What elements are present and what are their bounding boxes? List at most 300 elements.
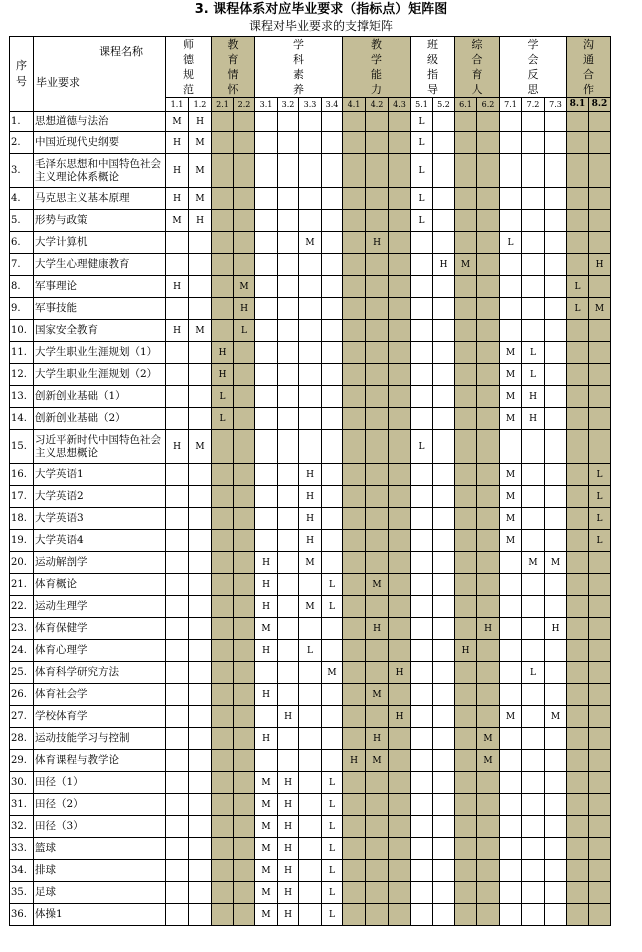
support-level-cell bbox=[189, 530, 212, 552]
table-row bbox=[10, 552, 611, 574]
support-level-cell: M bbox=[166, 210, 189, 232]
support-level-cell bbox=[545, 276, 567, 298]
support-level-cell bbox=[299, 750, 322, 772]
support-level-cell bbox=[433, 408, 455, 430]
support-level-cell bbox=[500, 662, 522, 684]
requirement-group-label: 学会反思 bbox=[527, 38, 539, 96]
support-level-cell bbox=[255, 364, 278, 386]
support-level-cell bbox=[322, 386, 343, 408]
support-level-cell bbox=[500, 298, 522, 320]
support-level-cell bbox=[366, 508, 389, 530]
support-level-cell bbox=[433, 210, 455, 232]
table-row bbox=[10, 298, 611, 320]
support-level-cell bbox=[343, 640, 366, 662]
support-level-cell bbox=[343, 112, 366, 132]
support-level-cell bbox=[166, 574, 189, 596]
support-level-cell bbox=[567, 618, 589, 640]
indicator-header: 3.3 bbox=[299, 98, 322, 112]
support-level-cell bbox=[343, 188, 366, 210]
support-level-cell bbox=[189, 364, 212, 386]
support-level-cell bbox=[389, 882, 411, 904]
support-level-cell bbox=[411, 640, 433, 662]
support-level-cell bbox=[567, 574, 589, 596]
requirement-group-label: 教学能力 bbox=[371, 38, 382, 96]
requirement-group-label: 班级指导 bbox=[427, 38, 438, 96]
support-level-cell: L bbox=[322, 794, 343, 816]
support-level-cell: M bbox=[255, 860, 278, 882]
support-level-cell bbox=[567, 904, 589, 926]
support-level-cell bbox=[366, 430, 389, 464]
support-level-cell bbox=[212, 430, 234, 464]
support-level-cell bbox=[366, 210, 389, 232]
support-level-cell bbox=[433, 640, 455, 662]
course-name: 田径（1） bbox=[34, 772, 166, 794]
table-row bbox=[10, 772, 611, 794]
support-level-cell bbox=[389, 132, 411, 154]
support-level-cell bbox=[255, 486, 278, 508]
support-level-cell bbox=[366, 530, 389, 552]
support-level-cell bbox=[343, 882, 366, 904]
support-level-cell bbox=[567, 320, 589, 342]
row-number: 5. bbox=[10, 210, 34, 232]
support-level-cell bbox=[389, 408, 411, 430]
course-name-header: 课程名称 bbox=[99, 45, 143, 58]
indicator-header: 1.1 bbox=[166, 98, 189, 112]
support-level-cell bbox=[477, 904, 500, 926]
support-level-cell: L bbox=[589, 464, 611, 486]
support-level-cell bbox=[189, 794, 212, 816]
table-row bbox=[10, 408, 611, 430]
support-level-cell: H bbox=[166, 276, 189, 298]
support-level-cell bbox=[278, 342, 299, 364]
support-level-cell bbox=[189, 298, 212, 320]
support-level-cell bbox=[255, 342, 278, 364]
support-level-cell: L bbox=[299, 640, 322, 662]
support-level-cell: M bbox=[255, 882, 278, 904]
support-level-cell bbox=[322, 706, 343, 728]
support-level-cell bbox=[500, 596, 522, 618]
row-number: 7. bbox=[10, 254, 34, 276]
support-level-cell bbox=[477, 684, 500, 706]
support-level-cell bbox=[278, 386, 299, 408]
support-level-cell bbox=[278, 684, 299, 706]
support-level-cell bbox=[455, 530, 477, 552]
support-level-cell bbox=[212, 618, 234, 640]
support-level-cell bbox=[389, 210, 411, 232]
support-level-cell bbox=[433, 364, 455, 386]
support-level-cell bbox=[234, 154, 255, 188]
support-level-cell bbox=[343, 464, 366, 486]
support-level-cell bbox=[299, 574, 322, 596]
support-level-cell bbox=[455, 684, 477, 706]
support-level-cell: H bbox=[255, 640, 278, 662]
support-level-cell bbox=[433, 904, 455, 926]
support-level-cell bbox=[189, 574, 212, 596]
support-level-cell: L bbox=[322, 772, 343, 794]
support-level-cell bbox=[234, 860, 255, 882]
table-row bbox=[10, 706, 611, 728]
support-level-cell: M bbox=[545, 552, 567, 574]
support-level-cell bbox=[500, 188, 522, 210]
support-level-cell bbox=[477, 188, 500, 210]
support-level-cell bbox=[589, 794, 611, 816]
support-level-cell bbox=[433, 342, 455, 364]
support-level-cell bbox=[589, 364, 611, 386]
support-level-cell bbox=[389, 838, 411, 860]
support-level-cell bbox=[500, 684, 522, 706]
support-level-cell: M bbox=[500, 706, 522, 728]
support-level-cell bbox=[212, 640, 234, 662]
support-level-cell bbox=[166, 904, 189, 926]
support-level-cell bbox=[433, 386, 455, 408]
support-level-cell bbox=[189, 408, 212, 430]
support-level-cell bbox=[299, 816, 322, 838]
support-level-cell bbox=[433, 794, 455, 816]
course-name: 体育科学研究方法 bbox=[34, 662, 166, 684]
support-level-cell: L bbox=[589, 508, 611, 530]
support-level-cell bbox=[366, 132, 389, 154]
support-level-cell: M bbox=[189, 132, 212, 154]
support-level-cell bbox=[545, 430, 567, 464]
support-level-cell bbox=[567, 210, 589, 232]
course-name: 体育概论 bbox=[34, 574, 166, 596]
support-level-cell: M bbox=[255, 772, 278, 794]
support-level-cell bbox=[500, 112, 522, 132]
support-level-cell bbox=[477, 552, 500, 574]
support-level-cell bbox=[212, 188, 234, 210]
support-level-cell bbox=[477, 706, 500, 728]
support-level-cell bbox=[455, 882, 477, 904]
support-level-cell bbox=[212, 750, 234, 772]
support-level-cell bbox=[278, 464, 299, 486]
requirement-group-label: 教育情怀 bbox=[227, 38, 239, 96]
support-level-cell bbox=[455, 706, 477, 728]
support-level-cell bbox=[189, 816, 212, 838]
support-level-cell: H bbox=[343, 750, 366, 772]
table-row bbox=[10, 750, 611, 772]
support-level-cell bbox=[166, 618, 189, 640]
support-level-cell bbox=[234, 364, 255, 386]
support-level-cell bbox=[522, 276, 545, 298]
support-level-cell: M bbox=[500, 386, 522, 408]
support-level-cell bbox=[343, 364, 366, 386]
support-level-cell bbox=[545, 750, 567, 772]
support-level-cell: H bbox=[545, 618, 567, 640]
support-level-cell bbox=[433, 508, 455, 530]
support-level-cell: M bbox=[500, 464, 522, 486]
support-level-cell bbox=[212, 552, 234, 574]
support-level-cell: H bbox=[255, 574, 278, 596]
support-matrix-table bbox=[9, 36, 611, 926]
support-level-cell bbox=[567, 882, 589, 904]
support-level-cell bbox=[366, 794, 389, 816]
support-level-cell: L bbox=[322, 904, 343, 926]
support-level-cell bbox=[278, 408, 299, 430]
row-number: 21. bbox=[10, 574, 34, 596]
support-level-cell bbox=[477, 298, 500, 320]
support-level-cell bbox=[389, 684, 411, 706]
support-level-cell bbox=[299, 298, 322, 320]
support-level-cell bbox=[589, 882, 611, 904]
support-level-cell bbox=[299, 254, 322, 276]
support-level-cell bbox=[234, 464, 255, 486]
support-level-cell bbox=[411, 232, 433, 254]
support-level-cell bbox=[389, 904, 411, 926]
row-number: 30. bbox=[10, 772, 34, 794]
support-level-cell bbox=[545, 662, 567, 684]
support-level-cell bbox=[343, 816, 366, 838]
support-level-cell bbox=[189, 684, 212, 706]
support-level-cell bbox=[545, 838, 567, 860]
support-level-cell: L bbox=[411, 188, 433, 210]
support-level-cell bbox=[433, 530, 455, 552]
support-level-cell bbox=[255, 298, 278, 320]
support-level-cell bbox=[389, 154, 411, 188]
support-level-cell bbox=[545, 794, 567, 816]
support-level-cell bbox=[389, 112, 411, 132]
support-level-cell bbox=[567, 860, 589, 882]
course-name: 大学生职业生涯规划（1） bbox=[34, 342, 166, 364]
indicator-header: 6.2 bbox=[477, 98, 500, 112]
support-level-cell: L bbox=[411, 154, 433, 188]
support-level-cell bbox=[433, 112, 455, 132]
support-level-cell bbox=[166, 408, 189, 430]
support-level-cell bbox=[477, 640, 500, 662]
support-level-cell bbox=[212, 530, 234, 552]
support-level-cell: M bbox=[189, 188, 212, 210]
support-level-cell bbox=[411, 508, 433, 530]
course-name: 运动解剖学 bbox=[34, 552, 166, 574]
course-name: 田径（2） bbox=[34, 794, 166, 816]
support-level-cell bbox=[589, 342, 611, 364]
support-level-cell bbox=[477, 662, 500, 684]
support-level-cell bbox=[212, 232, 234, 254]
support-level-cell bbox=[255, 112, 278, 132]
support-level-cell bbox=[455, 838, 477, 860]
support-level-cell: L bbox=[411, 112, 433, 132]
support-level-cell bbox=[477, 232, 500, 254]
support-level-cell: M bbox=[500, 364, 522, 386]
support-level-cell bbox=[366, 342, 389, 364]
indicator-header: 4.1 bbox=[343, 98, 366, 112]
support-level-cell bbox=[567, 232, 589, 254]
table-row bbox=[10, 904, 611, 926]
course-name: 大学生职业生涯规划（2） bbox=[34, 364, 166, 386]
support-level-cell bbox=[477, 154, 500, 188]
support-level-cell bbox=[366, 552, 389, 574]
course-name: 大学英语1 bbox=[34, 464, 166, 486]
support-level-cell bbox=[589, 386, 611, 408]
support-level-cell: H bbox=[299, 464, 322, 486]
support-level-cell: M bbox=[477, 728, 500, 750]
support-level-cell bbox=[322, 618, 343, 640]
course-name: 习近平新时代中国特色社会主义思想概论 bbox=[34, 430, 166, 464]
support-level-cell bbox=[189, 750, 212, 772]
support-level-cell bbox=[212, 816, 234, 838]
requirement-group-header bbox=[343, 37, 411, 98]
support-level-cell bbox=[477, 430, 500, 464]
support-level-cell bbox=[278, 662, 299, 684]
support-level-cell bbox=[366, 188, 389, 210]
support-level-cell bbox=[500, 320, 522, 342]
support-level-cell bbox=[522, 750, 545, 772]
support-level-cell bbox=[389, 430, 411, 464]
support-level-cell bbox=[278, 530, 299, 552]
support-level-cell bbox=[189, 728, 212, 750]
support-level-cell bbox=[189, 882, 212, 904]
support-level-cell bbox=[389, 618, 411, 640]
row-number: 10. bbox=[10, 320, 34, 342]
support-level-cell bbox=[255, 530, 278, 552]
support-level-cell: M bbox=[322, 662, 343, 684]
support-level-cell bbox=[299, 320, 322, 342]
support-level-cell bbox=[455, 430, 477, 464]
support-level-cell: M bbox=[255, 618, 278, 640]
row-number: 22. bbox=[10, 596, 34, 618]
indicator-header: 8.1 bbox=[567, 98, 589, 112]
seq-header-label: 序号 bbox=[16, 59, 27, 88]
support-level-cell bbox=[433, 552, 455, 574]
support-level-cell bbox=[389, 574, 411, 596]
support-level-cell bbox=[212, 574, 234, 596]
course-name: 创新创业基础（2） bbox=[34, 408, 166, 430]
support-level-cell bbox=[278, 364, 299, 386]
support-level-cell bbox=[433, 464, 455, 486]
support-level-cell bbox=[389, 276, 411, 298]
support-level-cell bbox=[166, 254, 189, 276]
support-level-cell: H bbox=[212, 342, 234, 364]
support-level-cell bbox=[234, 552, 255, 574]
support-level-cell bbox=[322, 276, 343, 298]
support-level-cell bbox=[477, 408, 500, 430]
row-number: 20. bbox=[10, 552, 34, 574]
indicator-header: 6.1 bbox=[455, 98, 477, 112]
support-level-cell bbox=[567, 772, 589, 794]
support-level-cell bbox=[366, 364, 389, 386]
support-level-cell bbox=[322, 342, 343, 364]
support-level-cell bbox=[389, 464, 411, 486]
support-level-cell bbox=[166, 386, 189, 408]
support-level-cell bbox=[522, 838, 545, 860]
support-level-cell bbox=[500, 430, 522, 464]
support-level-cell bbox=[522, 464, 545, 486]
grad-req-header: 毕业要求 bbox=[36, 76, 80, 89]
support-level-cell bbox=[522, 132, 545, 154]
support-level-cell bbox=[500, 640, 522, 662]
table-row bbox=[10, 728, 611, 750]
support-level-cell bbox=[299, 860, 322, 882]
support-level-cell bbox=[189, 596, 212, 618]
requirement-group-label: 沟通合作 bbox=[583, 38, 594, 96]
support-level-cell: H bbox=[299, 508, 322, 530]
support-level-cell bbox=[589, 408, 611, 430]
support-level-cell bbox=[322, 154, 343, 188]
support-level-cell bbox=[299, 684, 322, 706]
support-level-cell bbox=[366, 386, 389, 408]
support-level-cell bbox=[477, 860, 500, 882]
matrix-body bbox=[10, 112, 611, 926]
support-level-cell bbox=[500, 154, 522, 188]
course-name: 运动生理学 bbox=[34, 596, 166, 618]
support-level-cell bbox=[455, 750, 477, 772]
table-row bbox=[10, 816, 611, 838]
support-level-cell: H bbox=[389, 662, 411, 684]
support-level-cell bbox=[234, 342, 255, 364]
support-level-cell bbox=[278, 486, 299, 508]
support-level-cell bbox=[567, 486, 589, 508]
row-number: 1. bbox=[10, 112, 34, 132]
support-level-cell bbox=[567, 154, 589, 188]
support-level-cell bbox=[255, 408, 278, 430]
requirement-group-label: 综合育人 bbox=[471, 38, 483, 96]
support-level-cell bbox=[278, 640, 299, 662]
row-number: 12. bbox=[10, 364, 34, 386]
support-level-cell bbox=[567, 684, 589, 706]
support-level-cell bbox=[522, 596, 545, 618]
support-level-cell: M bbox=[500, 530, 522, 552]
support-level-cell bbox=[589, 750, 611, 772]
indicator-header: 7.2 bbox=[522, 98, 545, 112]
support-level-cell bbox=[278, 254, 299, 276]
support-level-cell bbox=[433, 276, 455, 298]
support-level-cell: L bbox=[589, 486, 611, 508]
support-level-cell bbox=[234, 662, 255, 684]
support-level-cell bbox=[212, 112, 234, 132]
course-name: 军事技能 bbox=[34, 298, 166, 320]
support-level-cell bbox=[455, 552, 477, 574]
support-level-cell bbox=[589, 816, 611, 838]
support-level-cell bbox=[500, 904, 522, 926]
support-level-cell bbox=[477, 838, 500, 860]
support-level-cell: L bbox=[322, 574, 343, 596]
indicator-header: 2.2 bbox=[234, 98, 255, 112]
support-level-cell bbox=[255, 464, 278, 486]
support-level-cell bbox=[455, 298, 477, 320]
support-level-cell bbox=[411, 728, 433, 750]
support-level-cell bbox=[366, 320, 389, 342]
support-level-cell bbox=[500, 132, 522, 154]
support-level-cell bbox=[545, 320, 567, 342]
support-level-cell bbox=[522, 772, 545, 794]
support-level-cell bbox=[366, 816, 389, 838]
support-level-cell bbox=[166, 298, 189, 320]
table-row bbox=[10, 364, 611, 386]
support-level-cell bbox=[477, 486, 500, 508]
support-level-cell bbox=[299, 662, 322, 684]
support-level-cell: H bbox=[366, 232, 389, 254]
support-level-cell bbox=[477, 320, 500, 342]
support-level-cell bbox=[522, 684, 545, 706]
course-name: 体操1 bbox=[34, 904, 166, 926]
support-level-cell bbox=[212, 508, 234, 530]
support-level-cell bbox=[343, 486, 366, 508]
requirement-group-header bbox=[411, 37, 455, 98]
support-level-cell bbox=[522, 794, 545, 816]
support-level-cell bbox=[299, 882, 322, 904]
support-level-cell bbox=[500, 816, 522, 838]
course-name: 思想道德与法治 bbox=[34, 112, 166, 132]
support-level-cell bbox=[366, 662, 389, 684]
support-level-cell: M bbox=[166, 112, 189, 132]
support-level-cell: H bbox=[255, 728, 278, 750]
support-level-cell bbox=[455, 772, 477, 794]
support-level-cell bbox=[500, 254, 522, 276]
support-level-cell bbox=[234, 408, 255, 430]
support-level-cell bbox=[455, 508, 477, 530]
support-level-cell bbox=[455, 408, 477, 430]
support-level-cell bbox=[545, 386, 567, 408]
support-level-cell: H bbox=[234, 298, 255, 320]
